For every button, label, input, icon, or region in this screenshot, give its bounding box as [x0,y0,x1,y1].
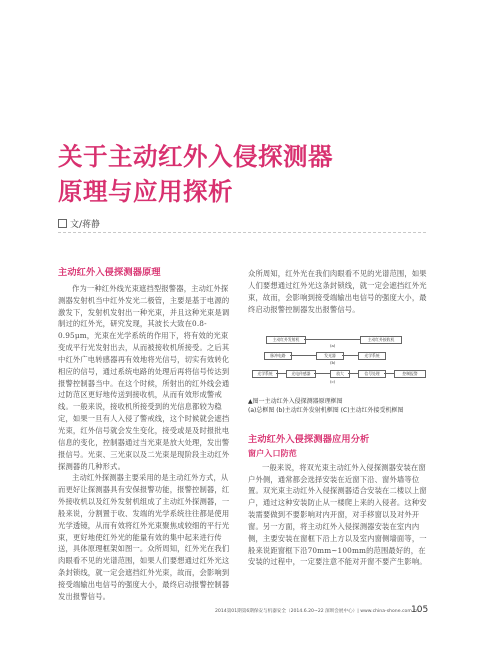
right-column-bottom [248,434,428,568]
title-divider [58,232,426,233]
diagram-box: 脉冲电路 [264,352,292,360]
diagram-box: 光电传感器 [286,370,316,378]
diagram-arrow [314,373,330,374]
paragraph: 主动红外探测器主要采用的是主动红外方式，从而更好让探测器具有安保报警功能，报警控制器，红外接收机以及红外发射机组成了主动红外探测器，一般来说，分割置于收、发端的光学系统往往都是使用光学透镜，从而有效将红外光束聚焦成较细的平行光束，更好地使红外光的能量有效的集中起来进行传送，具体原理框架如图一。众所周知，红外光在我们肉眼看不见的光谱范围，如果人们要想通过红外光这条封锁线，就一定会遮挡红外光束，故而，会影响到接受端输出电信号的强度大小，最终启动报警控制器发出报警信号。 [58,473,230,601]
caption-line2: (a)总框图 (b)主动红外发射机框图 (C)主动红外接受机框图 [248,406,404,414]
diagram-box: 发光器 [316,352,344,360]
journal-footer: 2014第01期第6期保安与机器安全（2014.6.20~22 深圳会展中心）| www.china-shone.com.cn [215,609,419,614]
diagram-arrow [290,355,316,356]
checkbox-icon [58,219,67,228]
panel-label: (c) [330,379,336,384]
paragraph: 作为一种红外线光束遮挡型报警器，主动红外探测器发射机当中红外发光二极管，主要是基于电源的激发下，发射机发射出一种光束，并且这种光束是调制过的红外光，研究发现，其波长大致在0.8-0.95μm，光束在光学系统的作用下，将有效的光束变成平行光发射出去，从而被接收机所接受。之后其中红外广电转感器再有效地将光信号，切实有效转化相应的信号，通过系统电路的处理后再将信号传达到报警控制器当中。在这个时候，所射出的红外线会通过防范区更好地传送到接收机，从而有效形成警戒线。一般来说，接收机所接受到的光信息都较为稳定，如果一旦有人入侵了警戒线，这个时候就会遮挡光束，红外信号就会发生变化，接受或是及时报批电信息的变化，控制器通过当光束是放大处理，发出警报信号。光束、三光束以及二光束是现阶段主动红外探测器的几种形式。 [58,283,230,471]
page-number: 105 [411,605,429,615]
left-column [58,267,230,601]
diagram-box: 光学系统 [252,370,278,378]
article-title-line1: 关于主动红外入侵探测器 [58,142,333,171]
principle-diagram [252,330,426,388]
section-heading-principle: 主动红外入侵探测器原理 [58,267,161,278]
paragraph: 一般来说，将双光束主动红外入侵探测器安装在窗户外侧，通常都会选择安装在近窗下沿、窗外墙等位置。双光束主动红外入侵探测器适合安装在二楼以上窗户，通过这种安装防止从一楼爬上来的入侵者。这种安装需要做到不要影响对内开窗，对手移窗以及对外开窗。另一方面，将主动红外入侵探测器安装在室内内侧，主要安装在窗框下沿上方以及室内窗侧墙面等，一般来说距窗框下沿70mm~100mm的范围最好的，在安装的过程中，一定要注意不能对开窗不要产生影响。 [248,462,427,567]
diagram-box: 信号处理 [358,370,386,378]
panel-label: (b) [330,360,336,365]
subsection-heading: 窗户入口防范 [248,448,297,458]
diagram-box: 主动红外接收机 [360,336,402,344]
panel-label: (a) [330,343,336,348]
diagram-arrow [276,373,286,374]
article-title-line2: 原理与应用探析 [58,177,233,206]
right-column-top [248,268,428,326]
paragraph-continuation: 众所周知，红外光在我们肉眼看不见的光谱范围，如果人们要想通过红外光这条封锁线，就一定会遮挡红外光束，故而，会影响到接受端输出电信号的强度大小，最终启动报警控制器发出报警信号。 [248,269,427,314]
diagram-box: 光学系统 [358,352,386,360]
diagram-box: 控制报警 [394,370,426,378]
figure-caption [248,398,428,415]
caption-line1: ▲图一主动红外入侵探测器原理框图 [248,398,343,405]
diagram-arrow [384,373,394,374]
author-line [58,217,100,230]
diagram-arrow [342,355,358,356]
diagram-arrow [348,373,358,374]
diagram-box: 主动红外发射机 [266,336,306,344]
diagram-arrow [304,339,360,340]
author-name: 文/蒋静 [70,220,101,230]
diagram-box: 放大 [330,370,350,378]
section-heading-application: 主动红外入侵探测器应用分析 [248,434,370,445]
